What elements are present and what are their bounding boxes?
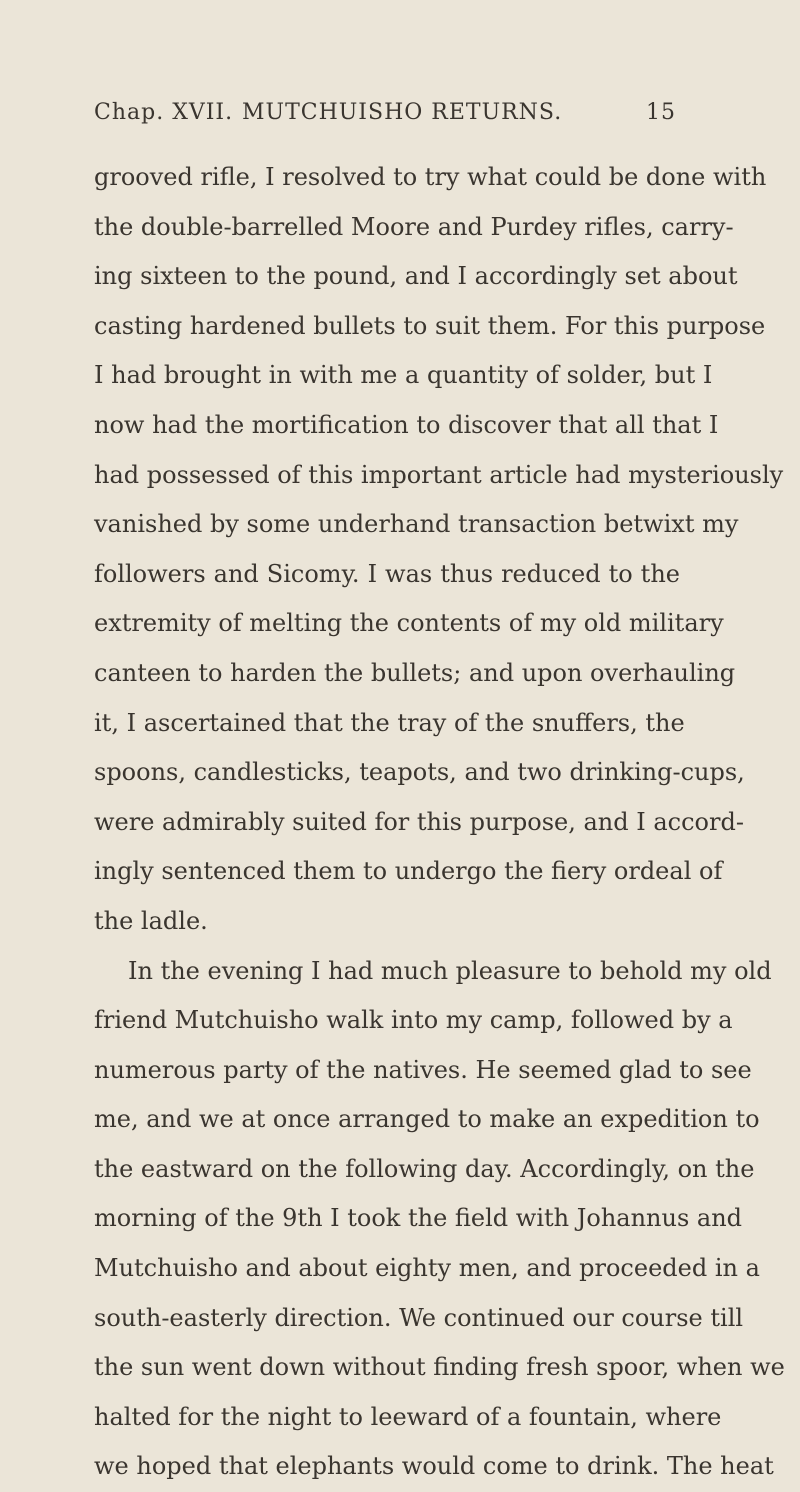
text-line: ingly sentenced them to undergo the fiery ordeal of <box>94 857 723 886</box>
chapter-label: Chap. XVII. <box>94 100 234 125</box>
text-line: extremity of melting the contents of my old military <box>94 609 724 638</box>
paragraph-end-line: the ladle. <box>94 906 208 935</box>
text-line: I had brought in with me a quantity of solder, but I <box>94 361 713 390</box>
text-line: me, and we at once arranged to make an expedition to <box>94 1105 760 1134</box>
text-line: canteen to harden the bullets; and upon overhauling <box>94 658 736 687</box>
text-line: casting hardened bullets to suit them. For this purpose <box>94 311 766 340</box>
text-line: had possessed of this important article had mysteriously <box>94 460 784 489</box>
text-line: halted for the night to leeward of a fountain, where <box>94 1402 722 1431</box>
text-line: were admirably suited for this purpose, and I accord- <box>94 807 744 836</box>
paragraph-first-line: In the evening I had much pleasure to behold my old <box>128 956 772 985</box>
text-line: Mutchuisho and about eighty men, and proceeded in a <box>94 1254 760 1283</box>
text-line: we hoped that elephants would come to drink. The heat <box>94 1452 774 1481</box>
text-line: vanished by some underhand transaction betwixt my <box>94 510 739 539</box>
body-text <box>94 153 785 1492</box>
text-line: the double-barrelled Moore and Purdey rifles, carry- <box>94 212 734 241</box>
text-line: numerous party of the natives. He seemed glad to see <box>94 1055 752 1084</box>
text-line: ing sixteen to the pound, and I accordingly set about <box>94 262 738 291</box>
text-line: now had the mortification to discover that all that I <box>94 410 719 439</box>
text-line: spoons, candlesticks, teapots, and two drinking-cups, <box>94 758 745 787</box>
running-title: MUTCHUISHO RETURNS. <box>242 100 563 125</box>
running-head <box>94 100 676 134</box>
page-number: 15 <box>646 100 676 125</box>
text-line: followers and Sicomy. I was thus reduced to the <box>94 559 680 588</box>
text-line: grooved rifle, I resolved to try what could be done with <box>94 163 767 191</box>
text-line: morning of the 9th I took the field with Johannus and <box>94 1204 743 1233</box>
text-line: south-easterly direction. We continued our course till <box>94 1303 744 1332</box>
text-line: friend Mutchuisho walk into my camp, followed by a <box>94 1006 733 1035</box>
text-line: the sun went down without finding fresh spoor, when we <box>94 1353 785 1382</box>
text-line: the eastward on the following day. Accordingly, on the <box>94 1154 755 1183</box>
text-line: it, I ascertained that the tray of the snuffers, the <box>94 708 685 737</box>
